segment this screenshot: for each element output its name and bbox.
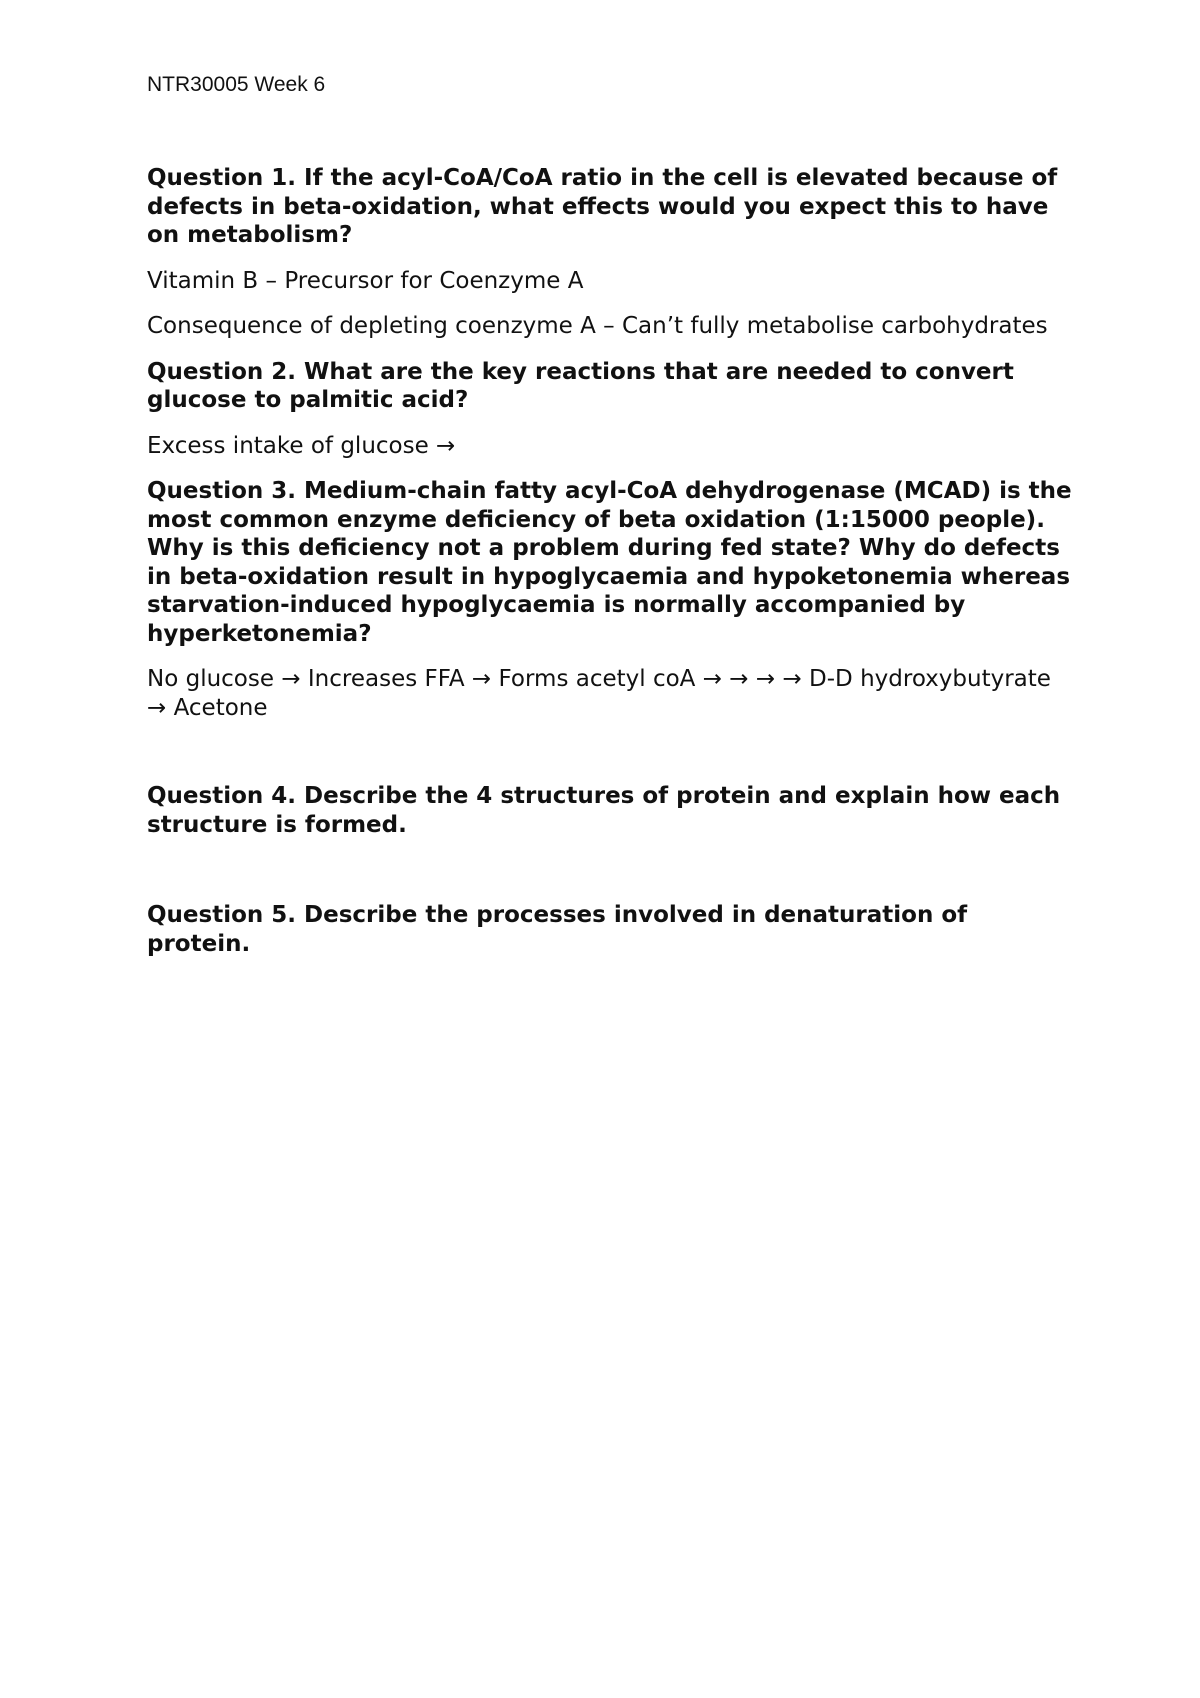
document-header: NTR30005 Week 6 <box>147 73 326 96</box>
question-3: Question 3. Medium-chain fatty acyl-CoA dehydrogenase (MCAD) is the most common enzyme deficiency of beta oxidation (1:15000 people). Why is this deficiency not a problem during fed state? Why do defects in beta-oxidation result in hypoglycaemia and hypoketonemia whereas starvation-induced hypoglycaemia is normally accompanied by hyperketonemia? <box>147 478 1072 647</box>
answer-3-line-1: No glucose → Increases FFA → Forms acetyl coA → → → → D-D hydroxybutyrate → Acetone <box>147 666 1051 721</box>
answer-2-line-1: Excess intake of glucose → <box>147 432 456 459</box>
answer-1-line-1: Vitamin B – Precursor for Coenzyme A <box>147 267 584 294</box>
question-4: Question 4. Describe the 4 structures of protein and explain how each structure is formed. <box>147 783 1061 838</box>
question-5: Question 5. Describe the processes involved in denaturation of protein. <box>147 902 968 957</box>
question-2: Question 2. What are the key reactions that are needed to convert glucose to palmitic acid? <box>147 358 1014 413</box>
answer-1-line-2: Consequence of depleting coenzyme A – Can’t fully metabolise carbohydrates <box>147 313 1048 339</box>
question-1: Question 1. If the acyl-CoA/CoA ratio in the cell is elevated because of defects in beta-oxidation, what effects would you expect this to have on metabolism? <box>147 165 1058 248</box>
document-body <box>147 164 1077 958</box>
